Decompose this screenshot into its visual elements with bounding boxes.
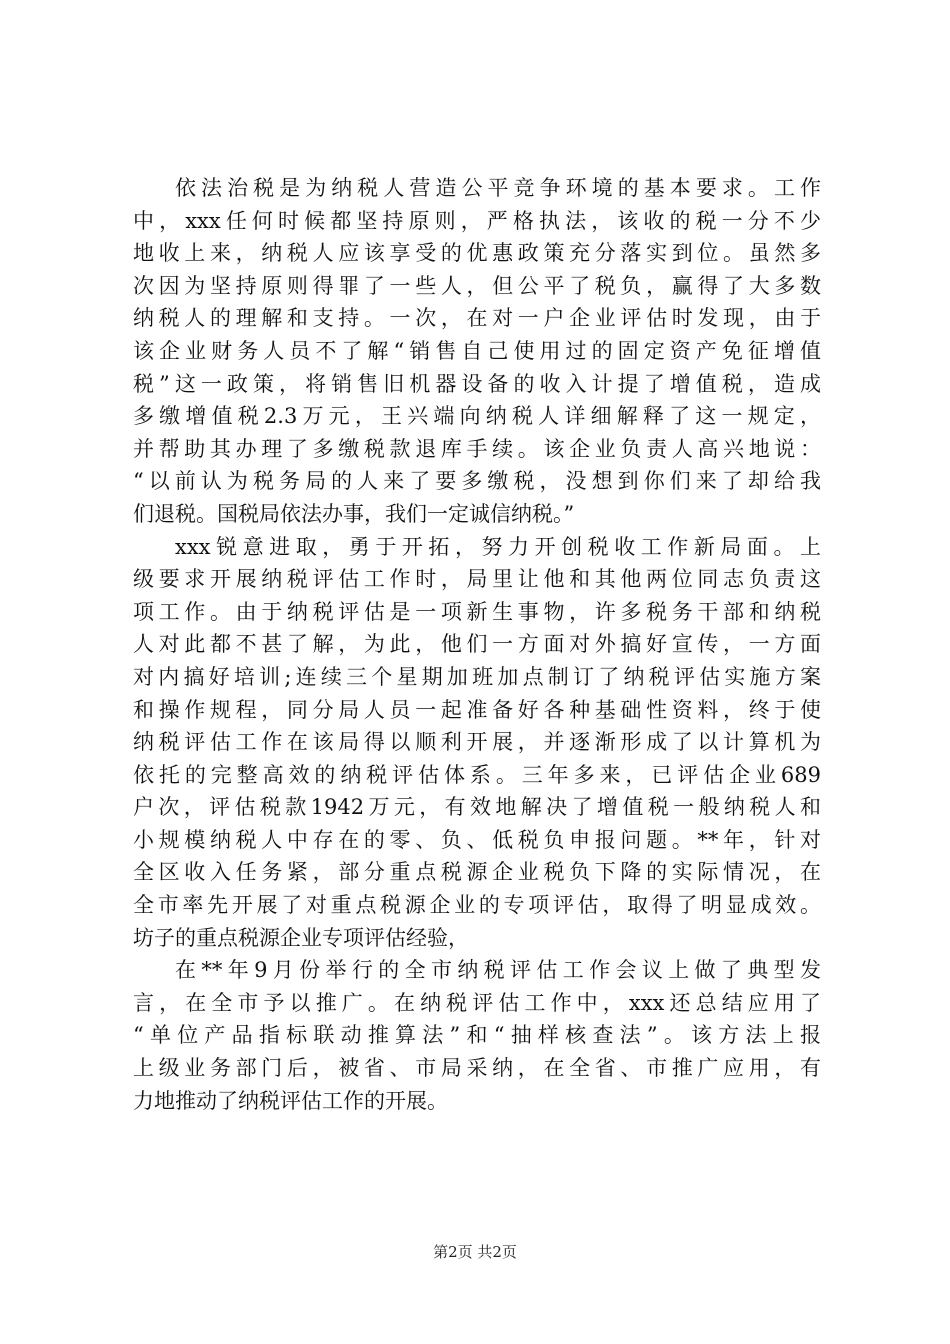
paragraph-line: xxx锐意进取，勇于开拓，努力开创税收工作新局面。上: [175, 534, 821, 559]
paragraph-line: 们退税。国税局依法办事，我们一定诚信纳税。”: [133, 501, 575, 526]
paragraph-line: 对内搞好培训;连续三个星期加班加点制订了纳税评估实施方案: [133, 664, 821, 689]
paragraph-line: “单位产品指标联动推算法”和“抽样核查法”。该方法上报: [133, 1023, 821, 1048]
paragraph-line: 项工作。由于纳税评估是一项新生事物，许多税务干部和纳税: [133, 599, 821, 624]
paragraph-line: 人对此都不甚了解，为此，他们一方面对外搞好宣传，一方面: [133, 632, 821, 657]
paragraph-line: “以前认为税务局的人来了要多缴税，没想到你们来了却给我: [133, 469, 821, 494]
paragraph-line: 上级业务部门后，被省、市局采纳，在全省、市推广应用，有: [133, 1056, 821, 1081]
paragraph-1: [133, 172, 821, 531]
document-body: [133, 172, 821, 1117]
paragraph-3: [133, 954, 821, 1117]
paragraph-line: 多缴增值税2.3万元，王兴端向纳税人详细解释了这一规定，: [133, 404, 821, 429]
paragraph-2: [133, 531, 821, 955]
paragraph-line: 地收上来，纳税人应该享受的优惠政策充分落实到位。虽然多: [133, 241, 821, 266]
paragraph-line: 坊子的重点税源企业专项评估经验，: [133, 925, 469, 950]
paragraph-line: 中，xxx任何时候都坚持原则，严格执法，该收的税一分不少: [133, 208, 821, 233]
paragraph-line: 力地推动了纳税评估工作的开展。: [133, 1088, 448, 1113]
paragraph-line: 税”这一政策，将销售旧机器设备的收入计提了增值税，造成: [133, 371, 821, 396]
page-footer: 第2页 共2页: [433, 1243, 517, 1261]
paragraph-line: 纳税人的理解和支持。一次，在对一户企业评估时发现，由于: [133, 306, 821, 331]
paragraph-line: 次因为坚持原则得罪了一些人，但公平了税负，赢得了大多数: [133, 273, 821, 298]
paragraph-line: 小规模纳税人中存在的零、负、低税负申报问题。**年，针对: [133, 827, 821, 852]
paragraph-line: 纳税评估工作在该局得以顺利开展，并逐渐形成了以计算机为: [133, 730, 821, 755]
paragraph-line: 该企业财务人员不了解“销售自己使用过的固定资产免征增值: [133, 338, 821, 363]
paragraph-line: 并帮助其办理了多缴税款退库手续。该企业负责人高兴地说：: [133, 436, 821, 461]
paragraph-line: 全区收入任务紧，部分重点税源企业税负下降的实际情况，在: [133, 860, 821, 885]
paragraph-line: 言，在全市予以推广。在纳税评估工作中，xxx还总结应用了: [133, 990, 821, 1015]
paragraph-line: 在**年9月份举行的全市纳税评估工作会议上做了典型发: [175, 958, 821, 983]
paragraph-line: 依法治税是为纳税人营造公平竞争环境的基本要求。工作: [175, 176, 821, 200]
paragraph-line: 户次，评估税款1942万元，有效地解决了增值税一般纳税人和: [133, 795, 821, 820]
paragraph-line: 全市率先开展了对重点税源企业的专项评估，取得了明显成效。: [133, 893, 821, 918]
paragraph-line: 和操作规程，同分局人员一起准备好各种基础性资料，终于使: [133, 697, 821, 722]
paragraph-line: 级要求开展纳税评估工作时，局里让他和其他两位同志负责这: [133, 567, 821, 592]
paragraph-line: 依托的完整高效的纳税评估体系。三年多来，已评估企业689: [133, 762, 821, 787]
